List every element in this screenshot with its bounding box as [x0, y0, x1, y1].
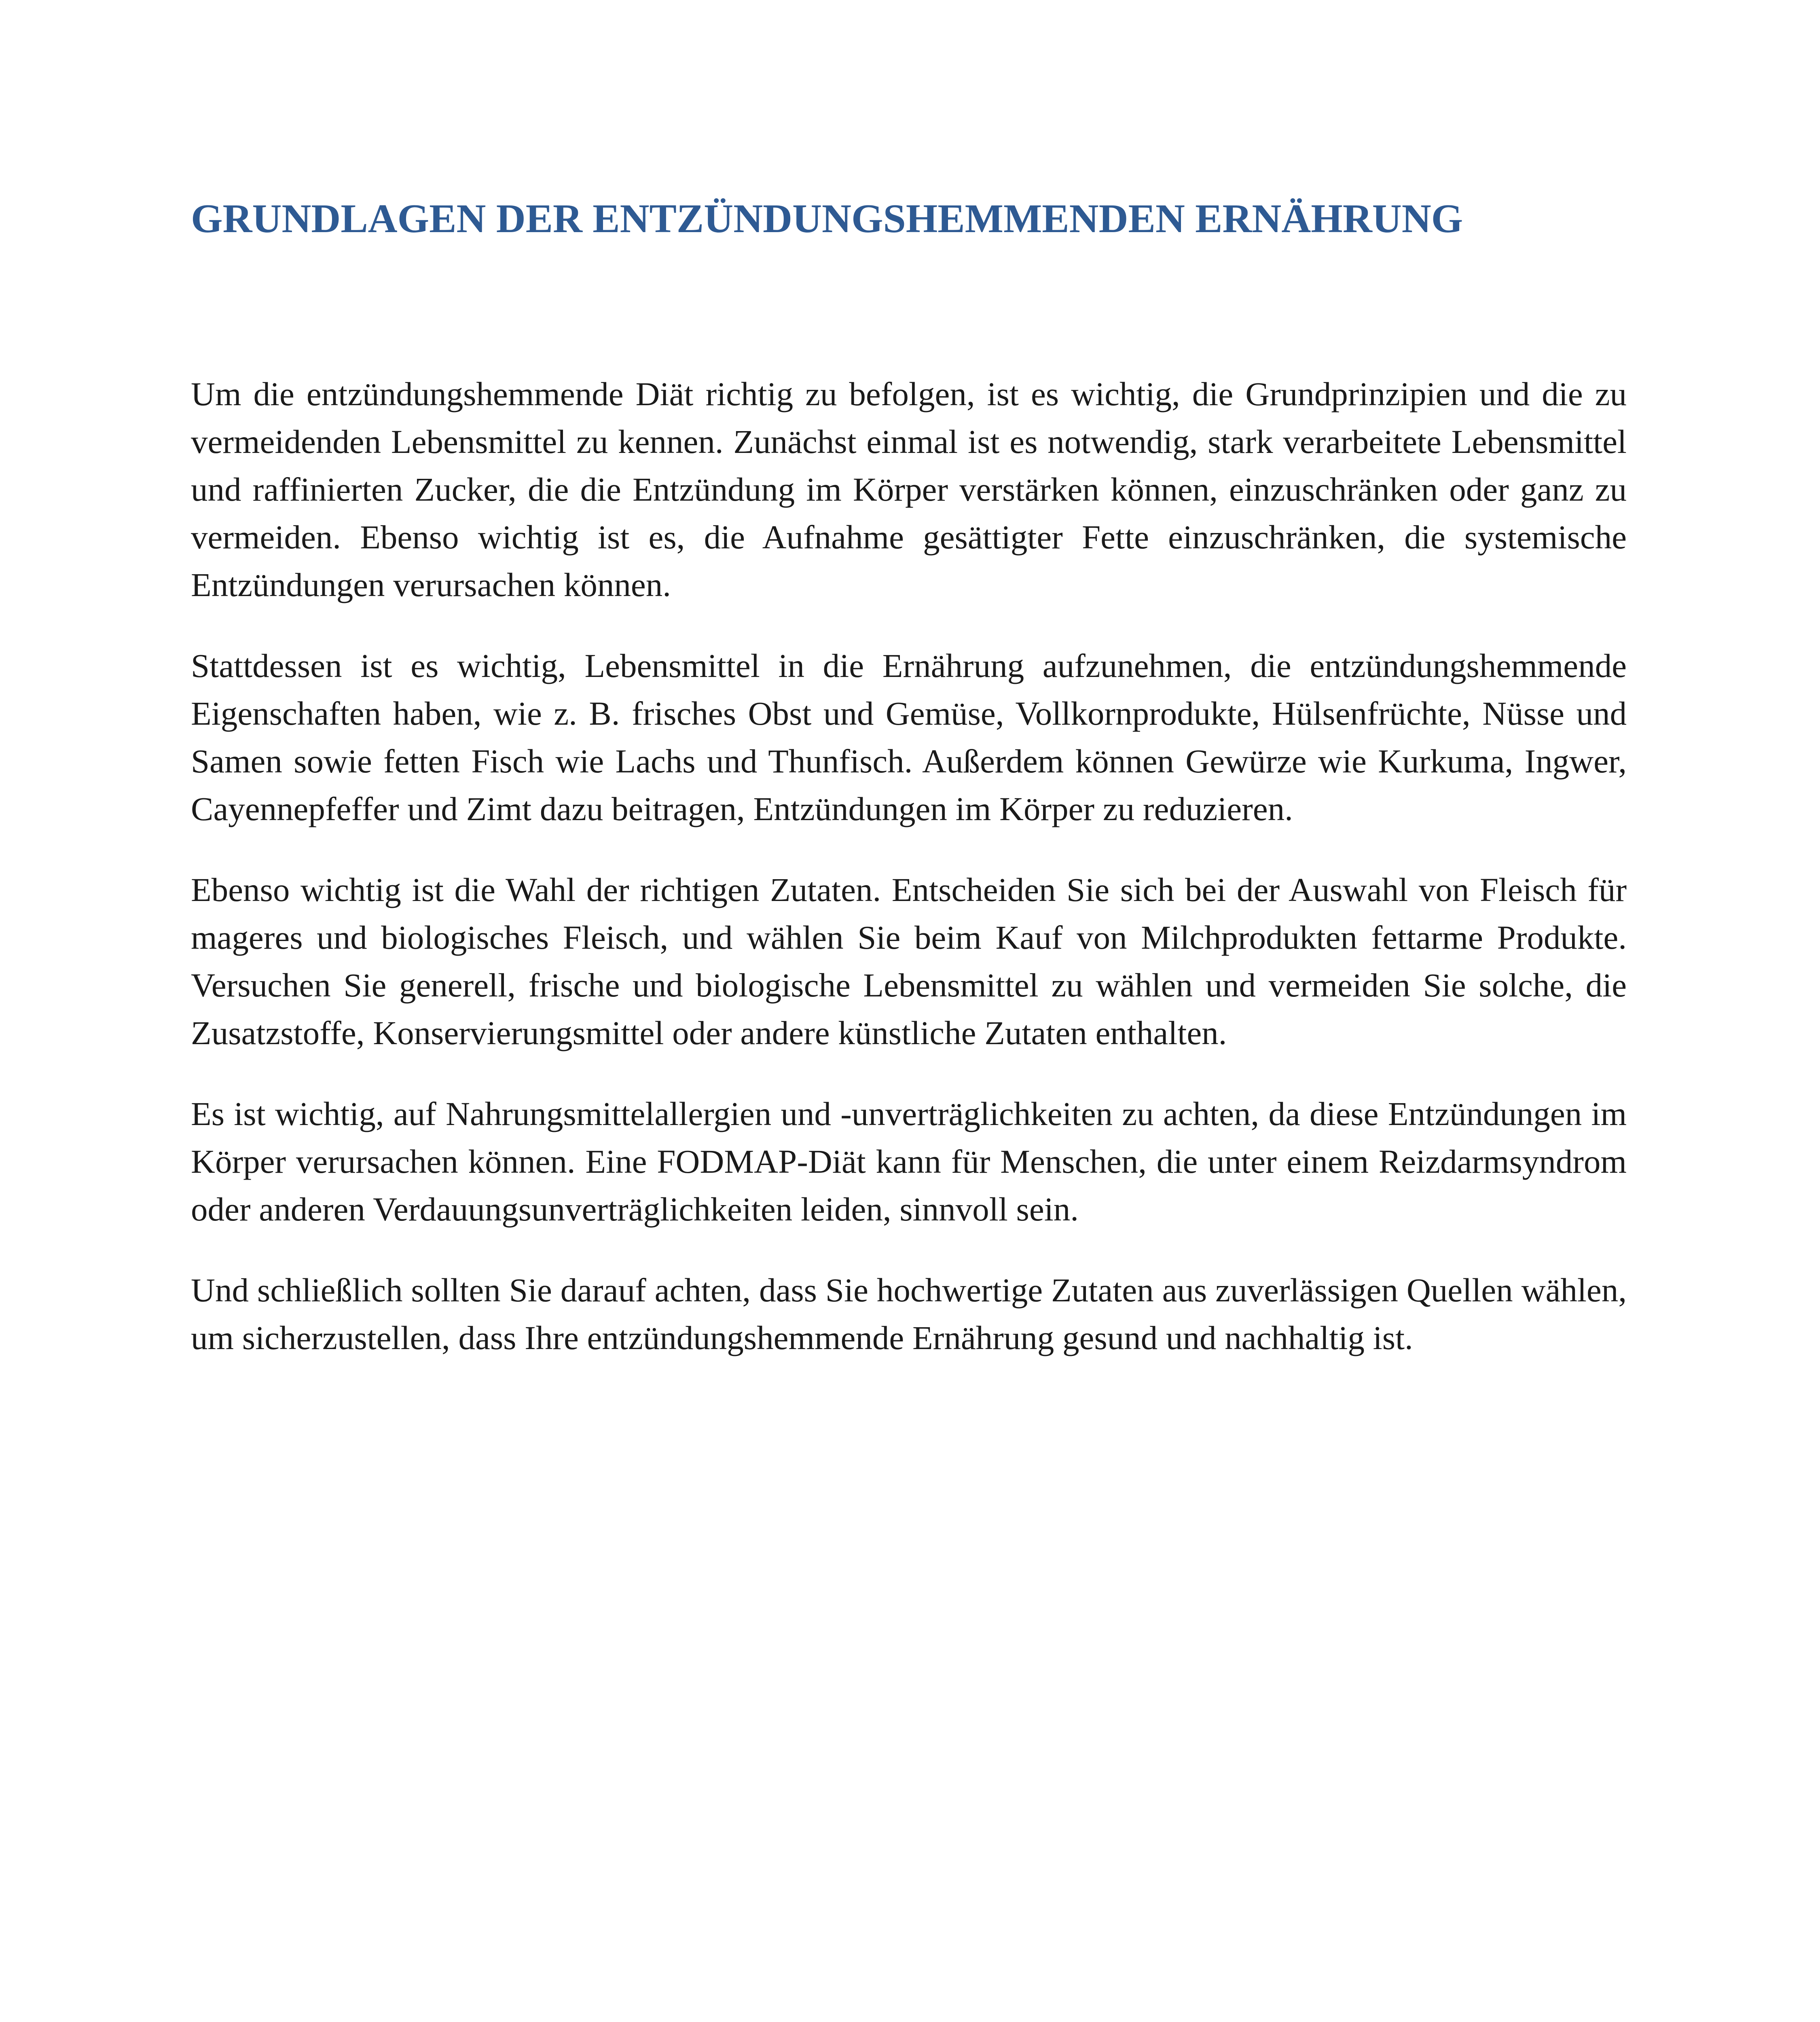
paragraph-1: Um die entzündungshemmende Diät richtig zu befolgen, ist es wichtig, die Grundprinzipien und die zu vermeidenden Lebensmittel zu kennen. Zunächst einmal ist es notwendig, stark verarbeitete Lebensmittel und raffinierten Zucker, die die Entzündung im Körper verstärken können, einzuschränken oder ganz zu vermeiden. Ebenso wichtig ist es, die Aufnahme gesättigter Fette einzuschränken, die systemische Entzündungen verursachen können. — [191, 375, 1627, 603]
body-text — [191, 370, 1627, 1362]
paragraph-4: Es ist wichtig, auf Nahrungsmittelallergien und -unverträglichkeiten zu achten, da diese Entzündungen im Körper verursachen können. Eine FODMAP-Diät kann für Menschen, die unter einem Reizdarmsyndrom oder anderen Verdauungsunverträglichkeiten leiden, sinnvoll sein. — [191, 1095, 1627, 1228]
page-content — [191, 190, 1627, 1395]
paragraph-5: Und schließlich sollten Sie darauf achten, dass Sie hochwertige Zutaten aus zuverlässigen Quellen wählen, um sicherzustellen, dass Ihre entzündungshemmende Ernährung gesund und nachhaltig ist. — [191, 1271, 1627, 1356]
paragraph-3: Ebenso wichtig ist die Wahl der richtigen Zutaten. Entscheiden Sie sich bei der Auswahl von Fleisch für mageres und biologisches Fleisch, und wählen Sie beim Kauf von Milchprodukten fettarme Produkte. Versuchen Sie generell, frische und biologische Lebensmittel zu wählen und vermeiden Sie solche, die Zusatzstoffe, Konservierungsmittel oder andere künstliche Zutaten enthalten. — [191, 871, 1627, 1051]
paragraph-2: Stattdessen ist es wichtig, Lebensmittel in die Ernährung aufzunehmen, die entzündungshemmende Eigenschaften haben, wie z. B. frisches Obst und Gemüse, Vollkornprodukte, Hülsenfrüchte, Nüsse und Samen sowie fetten Fisch wie Lachs und Thunfisch. Außerdem können Gewürze wie Kurkuma, Ingwer, Cayennepfeffer und Zimt dazu beitragen, Entzündungen im Körper zu reduzieren. — [191, 647, 1627, 827]
page-heading: GRUNDLAGEN DER ENTZÜNDUNGSHEMMENDEN ERNÄHRUNG — [191, 196, 1463, 241]
